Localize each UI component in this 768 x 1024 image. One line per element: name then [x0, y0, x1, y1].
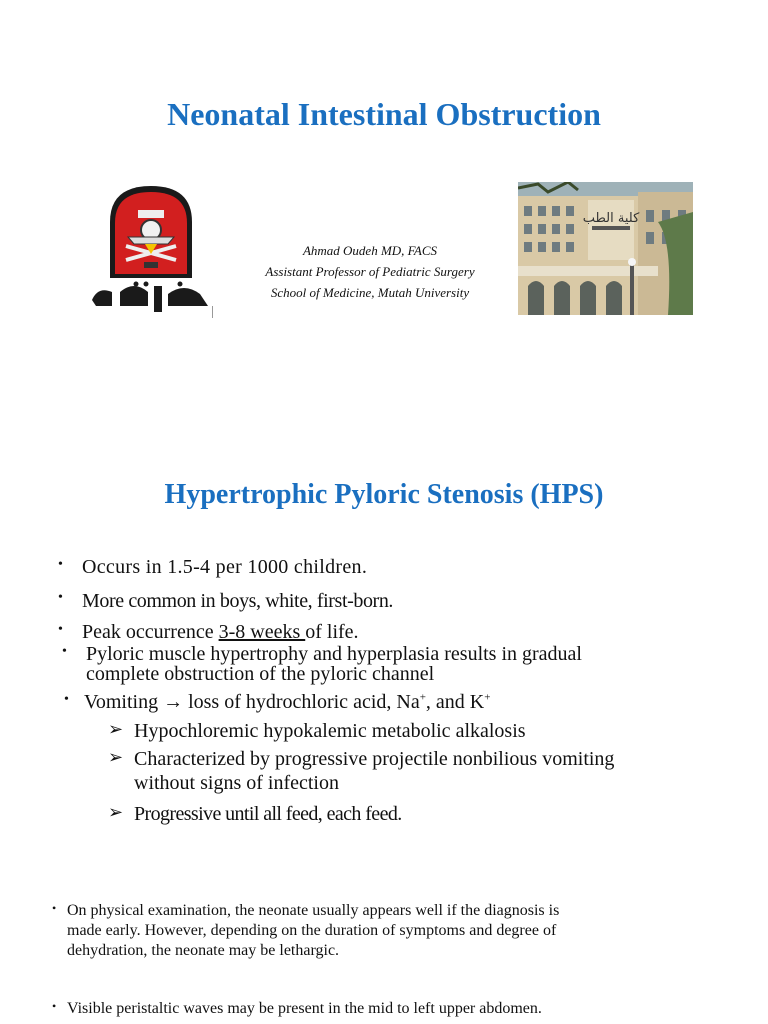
faculty-building-photo [518, 182, 693, 315]
bullet-icon: • [64, 692, 69, 707]
author-affiliation: School of Medicine, Mutah University [270, 285, 470, 300]
bullet-icon: • [58, 622, 63, 637]
bullet-icon: • [62, 644, 67, 659]
bullet-peak: Peak occurrence 3-8 weeks of life. [82, 621, 359, 643]
bullet-demographics: More common in boys, white, first-born. [82, 590, 394, 612]
sub-bullet-vomiting: Characterized by progressive projectile nonbilious vomiting without signs of infection [134, 748, 615, 794]
bullet-icon: • [52, 999, 57, 1013]
divider [212, 306, 213, 318]
author-position: Assistant Professor of Pediatric Surgery [265, 264, 475, 279]
sub-bullet-progressive: Progressive until all feed, each feed. [134, 803, 402, 825]
bullet-physical-exam: On physical examination, the neonate usually appears well if the diagnosis is made early. However, depending on the duration of symptoms and degree of dehydration, the neonate may be lethargic. [67, 902, 560, 959]
slide-title-hps: Hypertrophic Pyloric Stenosis (HPS) [164, 479, 604, 510]
mutah-university-crest-icon [88, 182, 214, 318]
arrow-bullet-icon: ➢ [108, 719, 124, 739]
author-name: Ahmad Oudeh MD, FACS [302, 243, 438, 258]
bullet-icon: • [52, 901, 57, 915]
author-block [220, 240, 520, 303]
bullet-incidence: Occurs in 1.5-4 per 1000 children. [82, 556, 368, 578]
peak-weeks: 3-8 weeks [218, 621, 306, 643]
building-sign-text: كلية الطب [582, 211, 640, 226]
slide-title: Neonatal Intestinal Obstruction [167, 96, 601, 132]
arrow-bullet-icon: ➢ [108, 747, 124, 767]
sub-bullet-alkalosis: Hypochloremic hypokalemic metabolic alkalosis [134, 720, 526, 742]
bullet-icon: • [58, 557, 63, 572]
bullet-peristaltic: Visible peristaltic waves may be present in the mid to left upper abdomen. [67, 1000, 542, 1017]
bullet-icon: • [58, 590, 63, 605]
bullet-vomiting: Vomiting → loss of hydrochloric acid, Na+, and K+ [84, 691, 491, 713]
arrow-bullet-icon: ➢ [108, 802, 124, 822]
bullet-pyloric: Pyloric muscle hypertrophy and hyperplasia results in gradual complete obstruction of the pyloric channel [86, 643, 582, 685]
